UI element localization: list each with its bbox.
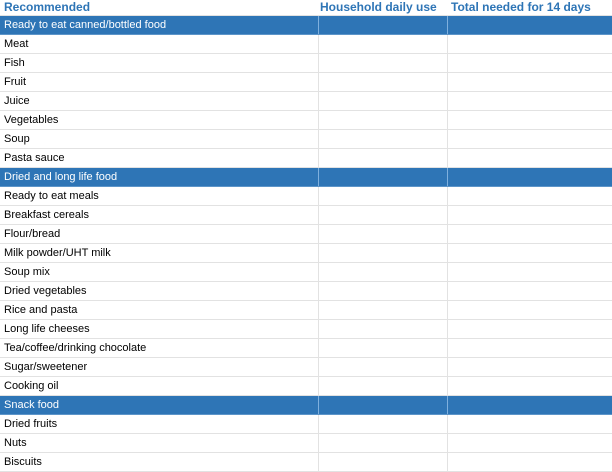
daily-use-cell[interactable] [318,415,447,434]
item-label[interactable]: Ready to eat meals [0,187,318,206]
table-row [0,339,612,358]
daily-use-cell[interactable] [318,377,447,396]
header-row [0,0,612,16]
total-cell[interactable] [447,73,612,92]
item-label[interactable]: Biscuits [0,453,318,472]
column-header-daily-use[interactable]: Household daily use [318,0,447,16]
section-daily-cell[interactable] [318,168,447,187]
total-cell[interactable] [447,282,612,301]
table-row [0,244,612,263]
item-label[interactable]: Long life cheeses [0,320,318,339]
item-label[interactable]: Juice [0,92,318,111]
column-header-total[interactable]: Total needed for 14 days [447,0,612,16]
daily-use-cell[interactable] [318,111,447,130]
daily-use-cell[interactable] [318,187,447,206]
table-row [0,149,612,168]
daily-use-cell[interactable] [318,149,447,168]
total-cell[interactable] [447,434,612,453]
total-cell[interactable] [447,263,612,282]
item-label[interactable]: Fish [0,54,318,73]
item-label[interactable]: Sugar/sweetener [0,358,318,377]
column-header-recommended[interactable]: Recommended [0,0,318,16]
table-row [0,263,612,282]
item-label[interactable]: Dried vegetables [0,282,318,301]
item-label[interactable]: Cooking oil [0,377,318,396]
table-row [0,434,612,453]
daily-use-cell[interactable] [318,358,447,377]
total-cell[interactable] [447,225,612,244]
daily-use-cell[interactable] [318,35,447,54]
total-cell[interactable] [447,244,612,263]
daily-use-cell[interactable] [318,225,447,244]
item-label[interactable]: Nuts [0,434,318,453]
table-row [0,377,612,396]
daily-use-cell[interactable] [318,320,447,339]
daily-use-cell[interactable] [318,453,447,472]
section-title[interactable]: Snack food [0,396,318,415]
section-total-cell[interactable] [447,16,612,35]
section-total-cell[interactable] [447,396,612,415]
total-cell[interactable] [447,92,612,111]
daily-use-cell[interactable] [318,339,447,358]
section-row-snack [0,396,612,415]
table-row [0,415,612,434]
item-label[interactable]: Rice and pasta [0,301,318,320]
total-cell[interactable] [447,111,612,130]
total-cell[interactable] [447,35,612,54]
total-cell[interactable] [447,301,612,320]
item-label[interactable]: Tea/coffee/drinking chocolate [0,339,318,358]
item-label[interactable]: Soup mix [0,263,318,282]
section-title[interactable]: Dried and long life food [0,168,318,187]
table-row [0,130,612,149]
daily-use-cell[interactable] [318,301,447,320]
table-row [0,225,612,244]
section-title[interactable]: Ready to eat canned/bottled food [0,16,318,35]
item-label[interactable]: Meat [0,35,318,54]
item-label[interactable]: Soup [0,130,318,149]
section-row-canned [0,16,612,35]
item-label[interactable]: Pasta sauce [0,149,318,168]
total-cell[interactable] [447,339,612,358]
table-row [0,320,612,339]
item-label[interactable]: Flour/bread [0,225,318,244]
section-daily-cell[interactable] [318,16,447,35]
daily-use-cell[interactable] [318,434,447,453]
total-cell[interactable] [447,54,612,73]
table-row [0,358,612,377]
total-cell[interactable] [447,206,612,225]
section-daily-cell[interactable] [318,396,447,415]
daily-use-cell[interactable] [318,282,447,301]
total-cell[interactable] [447,377,612,396]
daily-use-cell[interactable] [318,92,447,111]
table-row [0,282,612,301]
table-row [0,301,612,320]
item-label[interactable]: Breakfast cereals [0,206,318,225]
daily-use-cell[interactable] [318,130,447,149]
daily-use-cell[interactable] [318,244,447,263]
table-row [0,206,612,225]
total-cell[interactable] [447,149,612,168]
item-label[interactable]: Vegetables [0,111,318,130]
item-label[interactable]: Dried fruits [0,415,318,434]
table-row [0,35,612,54]
total-cell[interactable] [447,415,612,434]
total-cell[interactable] [447,187,612,206]
table-row [0,187,612,206]
total-cell[interactable] [447,358,612,377]
total-cell[interactable] [447,453,612,472]
total-cell[interactable] [447,320,612,339]
daily-use-cell[interactable] [318,263,447,282]
section-total-cell[interactable] [447,168,612,187]
table-row [0,111,612,130]
item-label[interactable]: Fruit [0,73,318,92]
table-row [0,92,612,111]
table-row [0,453,612,472]
daily-use-cell[interactable] [318,206,447,225]
section-row-dried [0,168,612,187]
daily-use-cell[interactable] [318,54,447,73]
item-label[interactable]: Milk powder/UHT milk [0,244,318,263]
table-row [0,54,612,73]
table-row [0,73,612,92]
daily-use-cell[interactable] [318,73,447,92]
total-cell[interactable] [447,130,612,149]
